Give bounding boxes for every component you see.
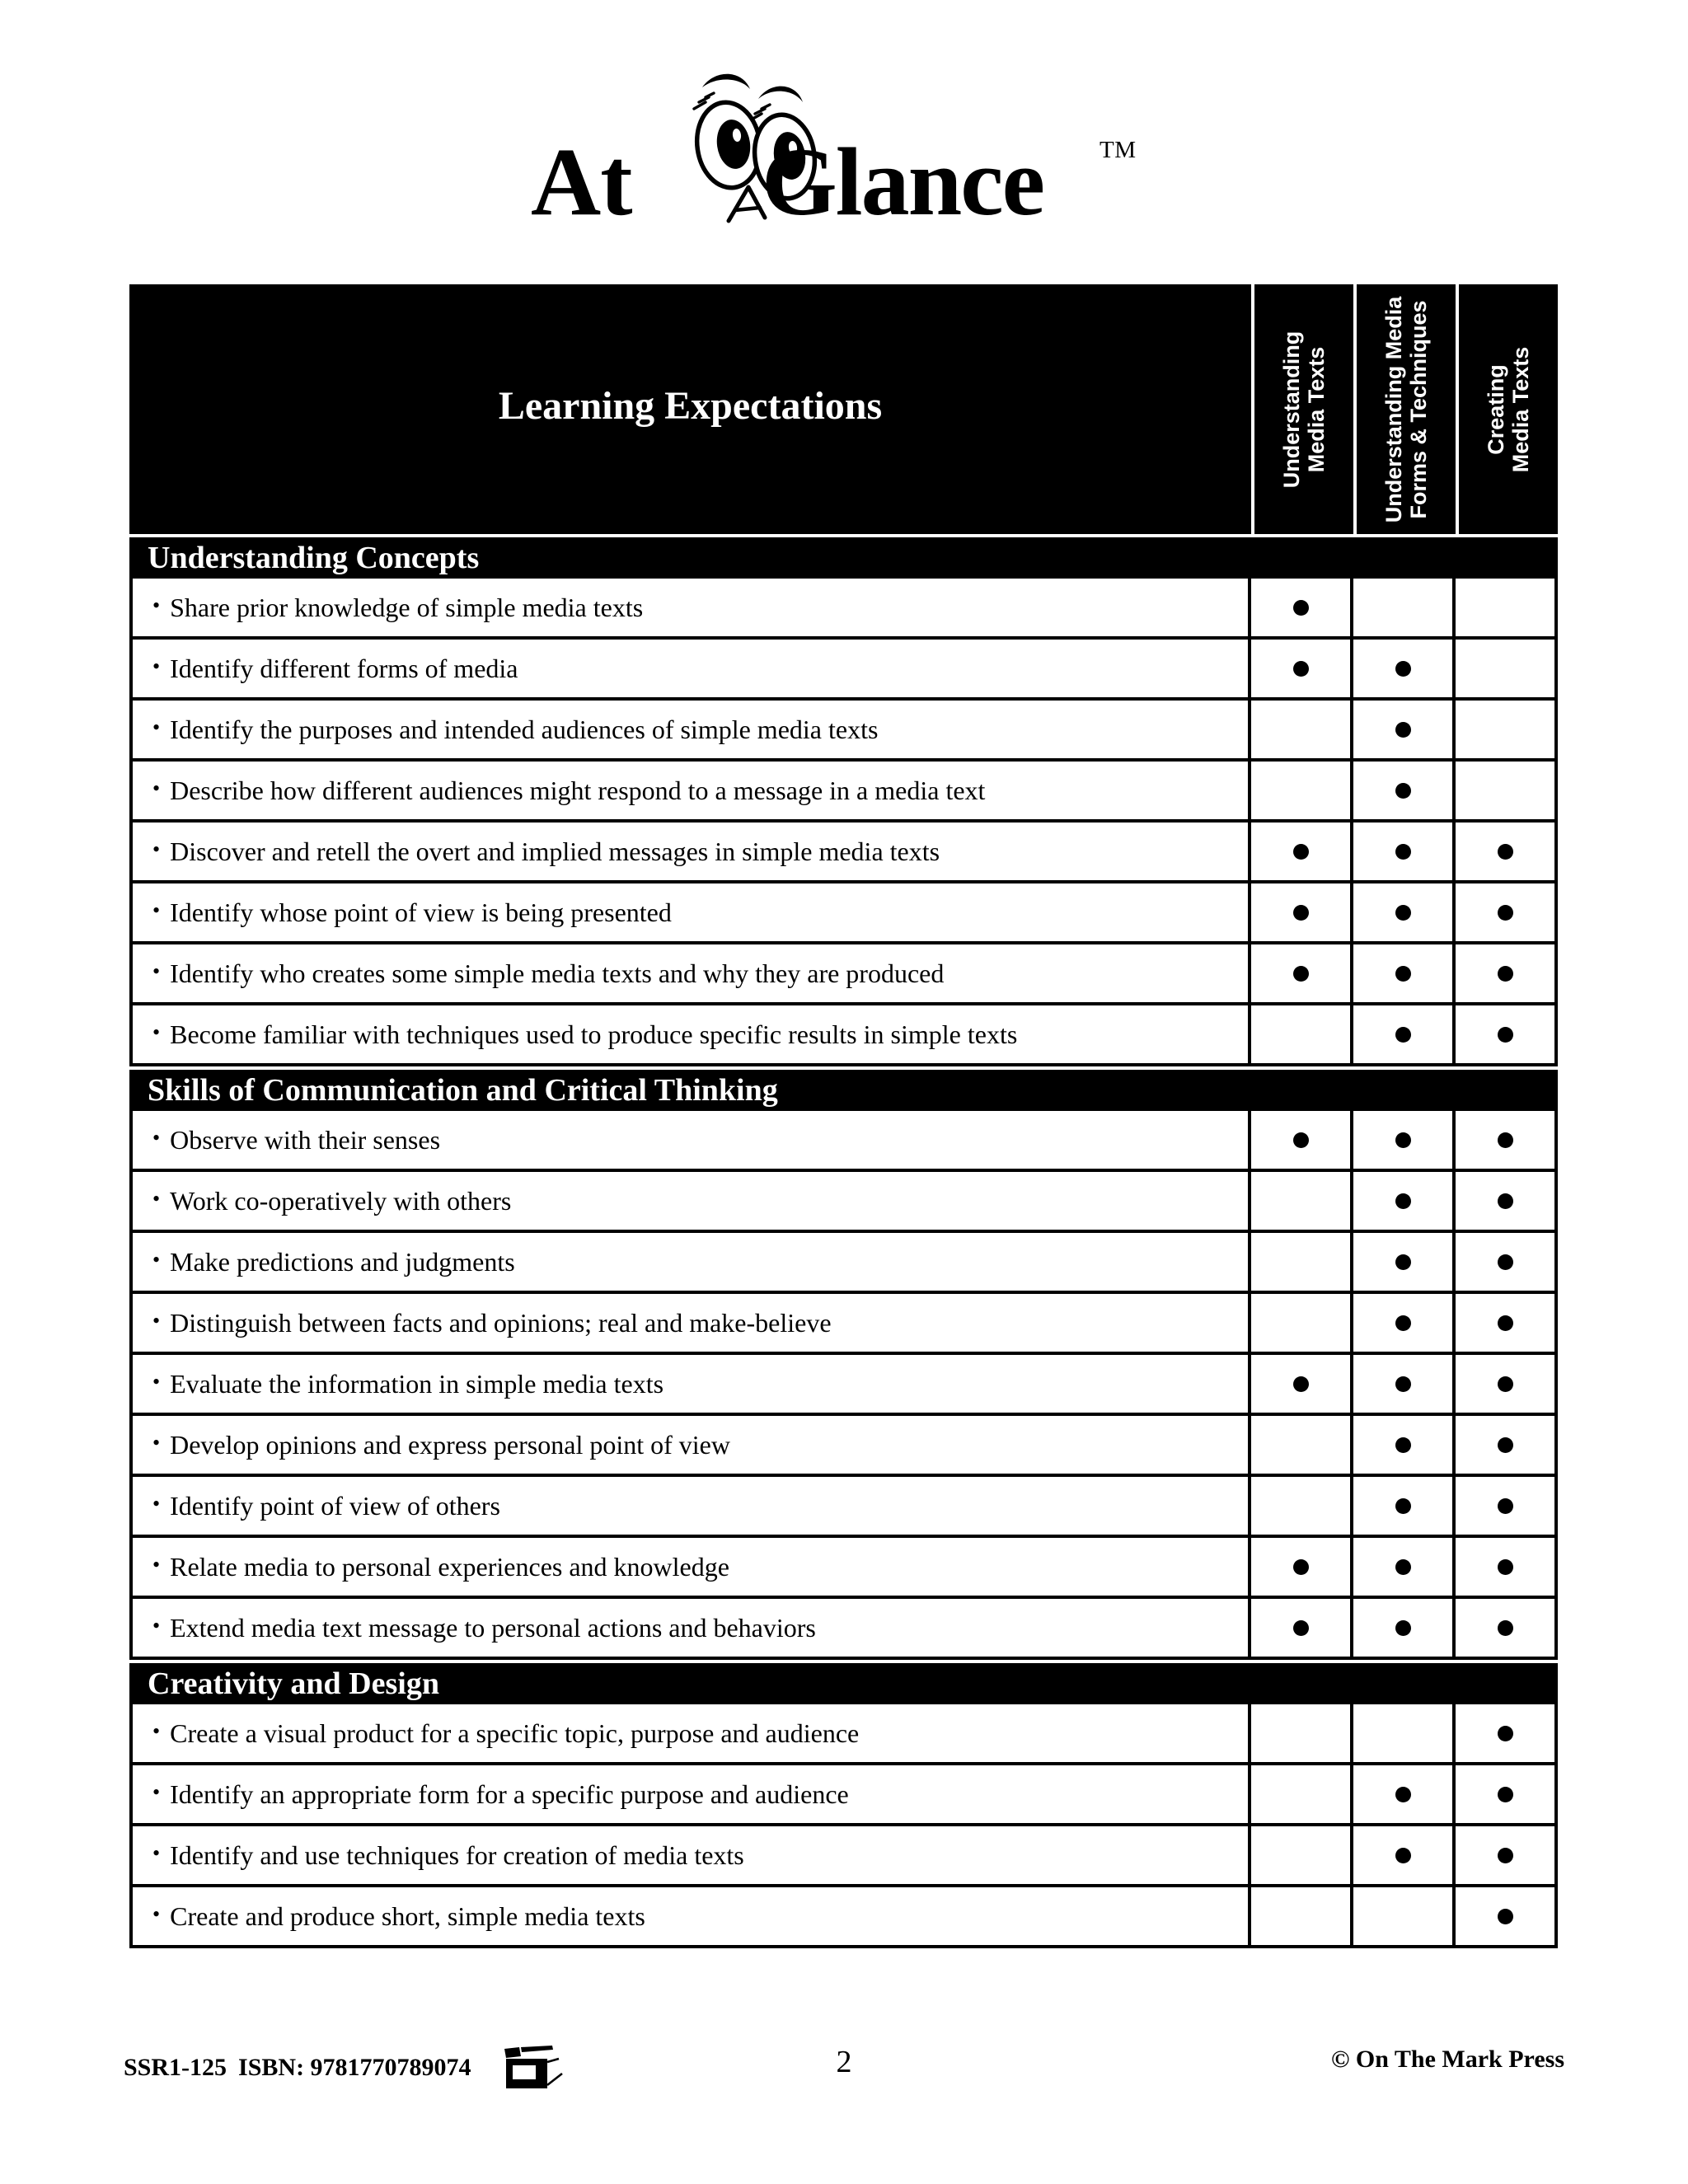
- mark-cell-creating-media-texts[interactable]: [1452, 1538, 1554, 1596]
- mark-dot-icon: [1498, 1848, 1513, 1863]
- mark-dot-icon: [1293, 905, 1309, 921]
- table-row: [129, 640, 1558, 701]
- expectation-label: [133, 1599, 1248, 1657]
- mark-dot-icon: [1395, 661, 1411, 677]
- expectation-label: [133, 944, 1248, 1002]
- expectation-label: [133, 640, 1248, 697]
- mark-dot-icon: [1498, 1254, 1513, 1270]
- mark-cell-understanding-media-forms-techniques[interactable]: [1350, 823, 1452, 880]
- bullet-icon: •: [152, 898, 161, 922]
- mark-cell-understanding-media-texts[interactable]: [1248, 762, 1350, 819]
- expectation-text: Extend media text message to personal actions and behaviors: [170, 1612, 816, 1643]
- mark-cell-creating-media-texts[interactable]: [1452, 1765, 1554, 1823]
- mark-cell-understanding-media-texts[interactable]: [1248, 1172, 1350, 1230]
- column-header-label: Creating Media Texts: [1483, 346, 1533, 472]
- table-row: [129, 1294, 1558, 1355]
- mark-cell-creating-media-texts[interactable]: [1452, 823, 1554, 880]
- section-header: Understanding Concepts: [129, 534, 1558, 579]
- mark-cell-understanding-media-forms-techniques[interactable]: [1350, 1233, 1452, 1291]
- mark-cell-understanding-media-texts[interactable]: [1248, 1355, 1350, 1413]
- mark-dot-icon: [1293, 844, 1309, 860]
- mark-empty: [1293, 1498, 1309, 1514]
- expectation-label: [133, 1005, 1248, 1063]
- mark-cell-understanding-media-texts[interactable]: [1248, 944, 1350, 1002]
- expectation-label: [133, 1233, 1248, 1291]
- mark-dot-icon: [1395, 1787, 1411, 1802]
- bullet-icon: •: [152, 1780, 161, 1804]
- learning-expectations-table: [129, 284, 1558, 1948]
- logo-text-glance: Glance: [762, 128, 1043, 236]
- mark-cell-understanding-media-forms-techniques[interactable]: [1350, 640, 1452, 697]
- mark-empty: [1293, 1437, 1309, 1453]
- isbn-text: ISBN: 9781770789074: [238, 2054, 471, 2081]
- mark-dot-icon: [1498, 1027, 1513, 1043]
- table-header: [129, 284, 1558, 534]
- bullet-icon: •: [152, 593, 161, 617]
- bullet-icon: •: [152, 1126, 161, 1150]
- mark-cell-understanding-media-texts[interactable]: [1248, 640, 1350, 697]
- column-header-label: Understanding Media Texts: [1278, 330, 1329, 488]
- mark-cell-understanding-media-texts[interactable]: [1248, 883, 1350, 941]
- table-row: [129, 1538, 1558, 1599]
- mark-dot-icon: [1395, 783, 1411, 799]
- mark-cell-creating-media-texts[interactable]: [1452, 701, 1554, 758]
- mark-cell-creating-media-texts[interactable]: [1452, 944, 1554, 1002]
- expectation-text: Identify the purposes and intended audiences of simple media texts: [170, 714, 879, 744]
- mark-cell-understanding-media-texts[interactable]: [1248, 823, 1350, 880]
- mark-dot-icon: [1395, 1620, 1411, 1636]
- expectation-label: [133, 701, 1248, 758]
- expectation-text: Identify different forms of media: [170, 653, 518, 683]
- mark-cell-creating-media-texts[interactable]: [1452, 1826, 1554, 1884]
- mark-cell-understanding-media-texts[interactable]: [1248, 1477, 1350, 1535]
- mark-dot-icon: [1395, 1437, 1411, 1453]
- mark-empty: [1293, 1254, 1309, 1270]
- mark-empty: [1498, 722, 1513, 738]
- mark-empty: [1293, 1193, 1309, 1209]
- table-row: [129, 1172, 1558, 1233]
- mark-cell-understanding-media-texts[interactable]: [1248, 701, 1350, 758]
- mark-dot-icon: [1498, 966, 1513, 982]
- expectation-label: [133, 1887, 1248, 1945]
- mark-cell-understanding-media-forms-techniques[interactable]: [1350, 1111, 1452, 1169]
- section-header: Skills of Communication and Critical Thinking: [129, 1066, 1558, 1111]
- mark-cell-understanding-media-texts[interactable]: [1248, 579, 1350, 636]
- expectation-text: Identify whose point of view is being presented: [170, 897, 672, 927]
- mark-dot-icon: [1293, 600, 1309, 616]
- expectation-label: [133, 1355, 1248, 1413]
- mark-cell-understanding-media-forms-techniques[interactable]: [1350, 1477, 1452, 1535]
- mark-empty: [1293, 1315, 1309, 1331]
- table-row: [129, 762, 1558, 823]
- mark-dot-icon: [1293, 1132, 1309, 1148]
- expectation-label: [133, 883, 1248, 941]
- mark-cell-creating-media-texts[interactable]: [1452, 1355, 1554, 1413]
- mark-cell-understanding-media-texts[interactable]: [1248, 1704, 1350, 1762]
- copyright-notice: © On The Mark Press: [1331, 2046, 1564, 2073]
- mark-dot-icon: [1395, 1027, 1411, 1043]
- expectation-text: Identify and use techniques for creation of media texts: [170, 1840, 744, 1870]
- mark-empty: [1498, 661, 1513, 677]
- mark-cell-understanding-media-forms-techniques[interactable]: [1350, 883, 1452, 941]
- mark-empty: [1498, 783, 1513, 799]
- masthead: [0, 58, 1688, 247]
- expectation-label: [133, 1477, 1248, 1535]
- mark-empty: [1293, 1848, 1309, 1863]
- bullet-icon: •: [152, 837, 161, 861]
- mark-cell-understanding-media-forms-techniques[interactable]: [1350, 1355, 1452, 1413]
- mark-empty: [1293, 722, 1309, 738]
- mark-dot-icon: [1395, 1559, 1411, 1575]
- mark-empty: [1293, 1027, 1309, 1043]
- table-body: [129, 534, 1558, 1948]
- bullet-icon: •: [152, 1719, 161, 1743]
- mark-cell-understanding-media-texts[interactable]: [1248, 1538, 1350, 1596]
- bullet-icon: •: [152, 1902, 161, 1926]
- bullet-icon: •: [152, 715, 161, 739]
- expectation-text: Identify point of view of others: [170, 1490, 500, 1521]
- mark-cell-understanding-media-forms-techniques[interactable]: [1350, 1005, 1452, 1063]
- mark-cell-understanding-media-texts[interactable]: [1248, 1111, 1350, 1169]
- bullet-icon: •: [152, 1248, 161, 1272]
- expectation-text: Relate media to personal experiences and knowledge: [170, 1551, 729, 1582]
- mark-dot-icon: [1293, 1559, 1309, 1575]
- mark-cell-understanding-media-forms-techniques[interactable]: [1350, 1765, 1452, 1823]
- bullet-icon: •: [152, 1841, 161, 1865]
- expectation-text: Create and produce short, simple media texts: [170, 1900, 645, 1931]
- product-code: SSR1-125: [124, 2054, 227, 2081]
- mark-cell-creating-media-texts[interactable]: [1452, 883, 1554, 941]
- table-row: [129, 701, 1558, 762]
- table-row: [129, 1005, 1558, 1066]
- bullet-icon: •: [152, 1553, 161, 1577]
- mark-dot-icon: [1498, 905, 1513, 921]
- mark-cell-understanding-media-texts[interactable]: [1248, 1887, 1350, 1945]
- mark-cell-creating-media-texts[interactable]: [1452, 1887, 1554, 1945]
- mark-cell-understanding-media-texts[interactable]: [1248, 1233, 1350, 1291]
- expectation-text: Become familiar with techniques used to produce specific results in simple texts: [170, 1019, 1018, 1049]
- at-a-glance-logo: [531, 58, 1157, 247]
- expectation-label: [133, 1704, 1248, 1762]
- table-row: [129, 1826, 1558, 1887]
- bullet-icon: •: [152, 1370, 161, 1394]
- expectation-label: [133, 1538, 1248, 1596]
- table-row: [129, 823, 1558, 883]
- mark-cell-creating-media-texts[interactable]: [1452, 1477, 1554, 1535]
- mark-cell-understanding-media-forms-techniques[interactable]: [1350, 1172, 1452, 1230]
- bullet-icon: •: [152, 1309, 161, 1333]
- page-number: 2: [836, 2045, 852, 2079]
- bullet-icon: •: [152, 1492, 161, 1516]
- mark-empty: [1395, 600, 1411, 616]
- bullet-icon: •: [152, 1614, 161, 1638]
- mark-cell-understanding-media-forms-techniques[interactable]: [1350, 579, 1452, 636]
- mark-dot-icon: [1498, 1315, 1513, 1331]
- mark-dot-icon: [1293, 966, 1309, 982]
- mark-cell-understanding-media-texts[interactable]: [1248, 1599, 1350, 1657]
- mark-dot-icon: [1498, 1620, 1513, 1636]
- mark-cell-creating-media-texts[interactable]: [1452, 1172, 1554, 1230]
- expectation-label: [133, 1111, 1248, 1169]
- table-row: [129, 1704, 1558, 1765]
- mark-cell-understanding-media-forms-techniques[interactable]: [1350, 944, 1452, 1002]
- mark-dot-icon: [1498, 1437, 1513, 1453]
- mark-cell-understanding-media-forms-techniques[interactable]: [1350, 1826, 1452, 1884]
- mark-dot-icon: [1498, 1909, 1513, 1924]
- section-header: Creativity and Design: [129, 1660, 1558, 1704]
- bullet-icon: •: [152, 959, 161, 983]
- column-header-understanding-media-forms-techniques: [1353, 284, 1456, 534]
- mark-dot-icon: [1395, 1132, 1411, 1148]
- mark-dot-icon: [1293, 1620, 1309, 1636]
- expectation-text: Identify who creates some simple media texts and why they are produced: [170, 958, 945, 988]
- mark-cell-creating-media-texts[interactable]: [1452, 1704, 1554, 1762]
- mark-empty: [1293, 1909, 1309, 1924]
- table-row: [129, 1416, 1558, 1477]
- mark-empty: [1293, 1726, 1309, 1741]
- table-row: [129, 1111, 1558, 1172]
- mark-cell-understanding-media-texts[interactable]: [1248, 1416, 1350, 1474]
- expectation-label: [133, 762, 1248, 819]
- mark-cell-understanding-media-forms-techniques[interactable]: [1350, 762, 1452, 819]
- mark-dot-icon: [1395, 722, 1411, 738]
- table-row: [129, 1887, 1558, 1948]
- page-footer: [0, 2044, 1688, 2118]
- mark-dot-icon: [1395, 966, 1411, 982]
- mark-cell-creating-media-texts[interactable]: [1452, 1233, 1554, 1291]
- mark-empty: [1498, 600, 1513, 616]
- mark-empty: [1395, 1909, 1411, 1924]
- mark-dot-icon: [1395, 1848, 1411, 1863]
- mark-cell-creating-media-texts[interactable]: [1452, 579, 1554, 636]
- mark-cell-understanding-media-forms-techniques[interactable]: [1350, 1294, 1452, 1352]
- expectation-label: [133, 1826, 1248, 1884]
- mark-dot-icon: [1498, 844, 1513, 860]
- mark-cell-understanding-media-texts[interactable]: [1248, 1005, 1350, 1063]
- mark-dot-icon: [1395, 1498, 1411, 1514]
- expectation-text: Discover and retell the overt and implied messages in simple media texts: [170, 836, 940, 866]
- expectation-text: Evaluate the information in simple media texts: [170, 1368, 664, 1399]
- expectation-text: Work co-operatively with others: [170, 1185, 512, 1216]
- expectation-label: [133, 823, 1248, 880]
- mark-empty: [1293, 783, 1309, 799]
- mark-dot-icon: [1498, 1559, 1513, 1575]
- mark-dot-icon: [1395, 1254, 1411, 1270]
- mark-dot-icon: [1293, 661, 1309, 677]
- expectation-text: Identify an appropriate form for a specific purpose and audience: [170, 1779, 849, 1809]
- mark-empty: [1293, 1787, 1309, 1802]
- expectation-text: Describe how different audiences might respond to a message in a media text: [170, 775, 986, 805]
- mark-cell-creating-media-texts[interactable]: [1452, 1599, 1554, 1657]
- mark-dot-icon: [1498, 1787, 1513, 1802]
- mark-cell-understanding-media-forms-techniques[interactable]: [1350, 1538, 1452, 1596]
- mark-dot-icon: [1395, 1315, 1411, 1331]
- mark-cell-understanding-media-texts[interactable]: [1248, 1826, 1350, 1884]
- expectation-text: Make predictions and judgments: [170, 1246, 515, 1277]
- table-row: [129, 944, 1558, 1005]
- mark-dot-icon: [1498, 1498, 1513, 1514]
- expectation-text: Observe with their senses: [170, 1124, 441, 1155]
- bullet-icon: •: [152, 776, 161, 800]
- expectation-label: [133, 1765, 1248, 1823]
- mark-cell-creating-media-texts[interactable]: [1452, 1416, 1554, 1474]
- mark-dot-icon: [1498, 1376, 1513, 1392]
- mark-dot-icon: [1395, 844, 1411, 860]
- bullet-icon: •: [152, 1431, 161, 1455]
- mark-cell-understanding-media-forms-techniques[interactable]: [1350, 1887, 1452, 1945]
- table-row: [129, 1477, 1558, 1538]
- expectation-text: Develop opinions and express personal point of view: [170, 1429, 730, 1460]
- expectation-text: Share prior knowledge of simple media texts: [170, 592, 644, 622]
- mark-cell-understanding-media-forms-techniques[interactable]: [1350, 1704, 1452, 1762]
- table-row: [129, 1233, 1558, 1294]
- table-title: Learning Expectations: [498, 384, 883, 428]
- bullet-icon: •: [152, 1187, 161, 1211]
- mark-cell-creating-media-texts[interactable]: [1452, 640, 1554, 697]
- mark-dot-icon: [1395, 1193, 1411, 1209]
- table-row: [129, 1765, 1558, 1826]
- mark-dot-icon: [1498, 1132, 1513, 1148]
- expectation-label: [133, 1294, 1248, 1352]
- mark-dot-icon: [1293, 1376, 1309, 1392]
- bullet-icon: •: [152, 1020, 161, 1044]
- mark-dot-icon: [1498, 1726, 1513, 1741]
- column-header-creating-media-texts: [1456, 284, 1558, 534]
- mark-cell-understanding-media-forms-techniques[interactable]: [1350, 1416, 1452, 1474]
- column-header-label: Understanding Media Forms & Techniques: [1381, 296, 1431, 523]
- table-row: [129, 883, 1558, 944]
- expectation-label: [133, 1416, 1248, 1474]
- trademark-mark: TM: [1100, 137, 1137, 163]
- mark-cell-understanding-media-texts[interactable]: [1248, 1765, 1350, 1823]
- column-header-understanding-media-texts: [1251, 284, 1353, 534]
- mark-cell-understanding-media-forms-techniques[interactable]: [1350, 1599, 1452, 1657]
- mark-cell-creating-media-texts[interactable]: [1452, 762, 1554, 819]
- table-row: [129, 1355, 1558, 1416]
- expectation-text: Create a visual product for a specific topic, purpose and audience: [170, 1718, 860, 1748]
- mark-dot-icon: [1395, 905, 1411, 921]
- bullet-icon: •: [152, 654, 161, 678]
- mark-dot-icon: [1395, 1376, 1411, 1392]
- logo-text-at: At: [531, 128, 632, 236]
- expectation-text: Distinguish between facts and opinions; real and make-believe: [170, 1307, 832, 1338]
- expectation-label: [133, 579, 1248, 636]
- mark-cell-understanding-media-forms-techniques[interactable]: [1350, 701, 1452, 758]
- table-row: [129, 579, 1558, 640]
- mark-cell-creating-media-texts[interactable]: [1452, 1294, 1554, 1352]
- expectation-label: [133, 1172, 1248, 1230]
- mark-cell-creating-media-texts[interactable]: [1452, 1111, 1554, 1169]
- mark-empty: [1395, 1726, 1411, 1741]
- table-row: [129, 1599, 1558, 1660]
- mark-cell-understanding-media-texts[interactable]: [1248, 1294, 1350, 1352]
- mark-dot-icon: [1498, 1193, 1513, 1209]
- mark-cell-creating-media-texts[interactable]: [1452, 1005, 1554, 1063]
